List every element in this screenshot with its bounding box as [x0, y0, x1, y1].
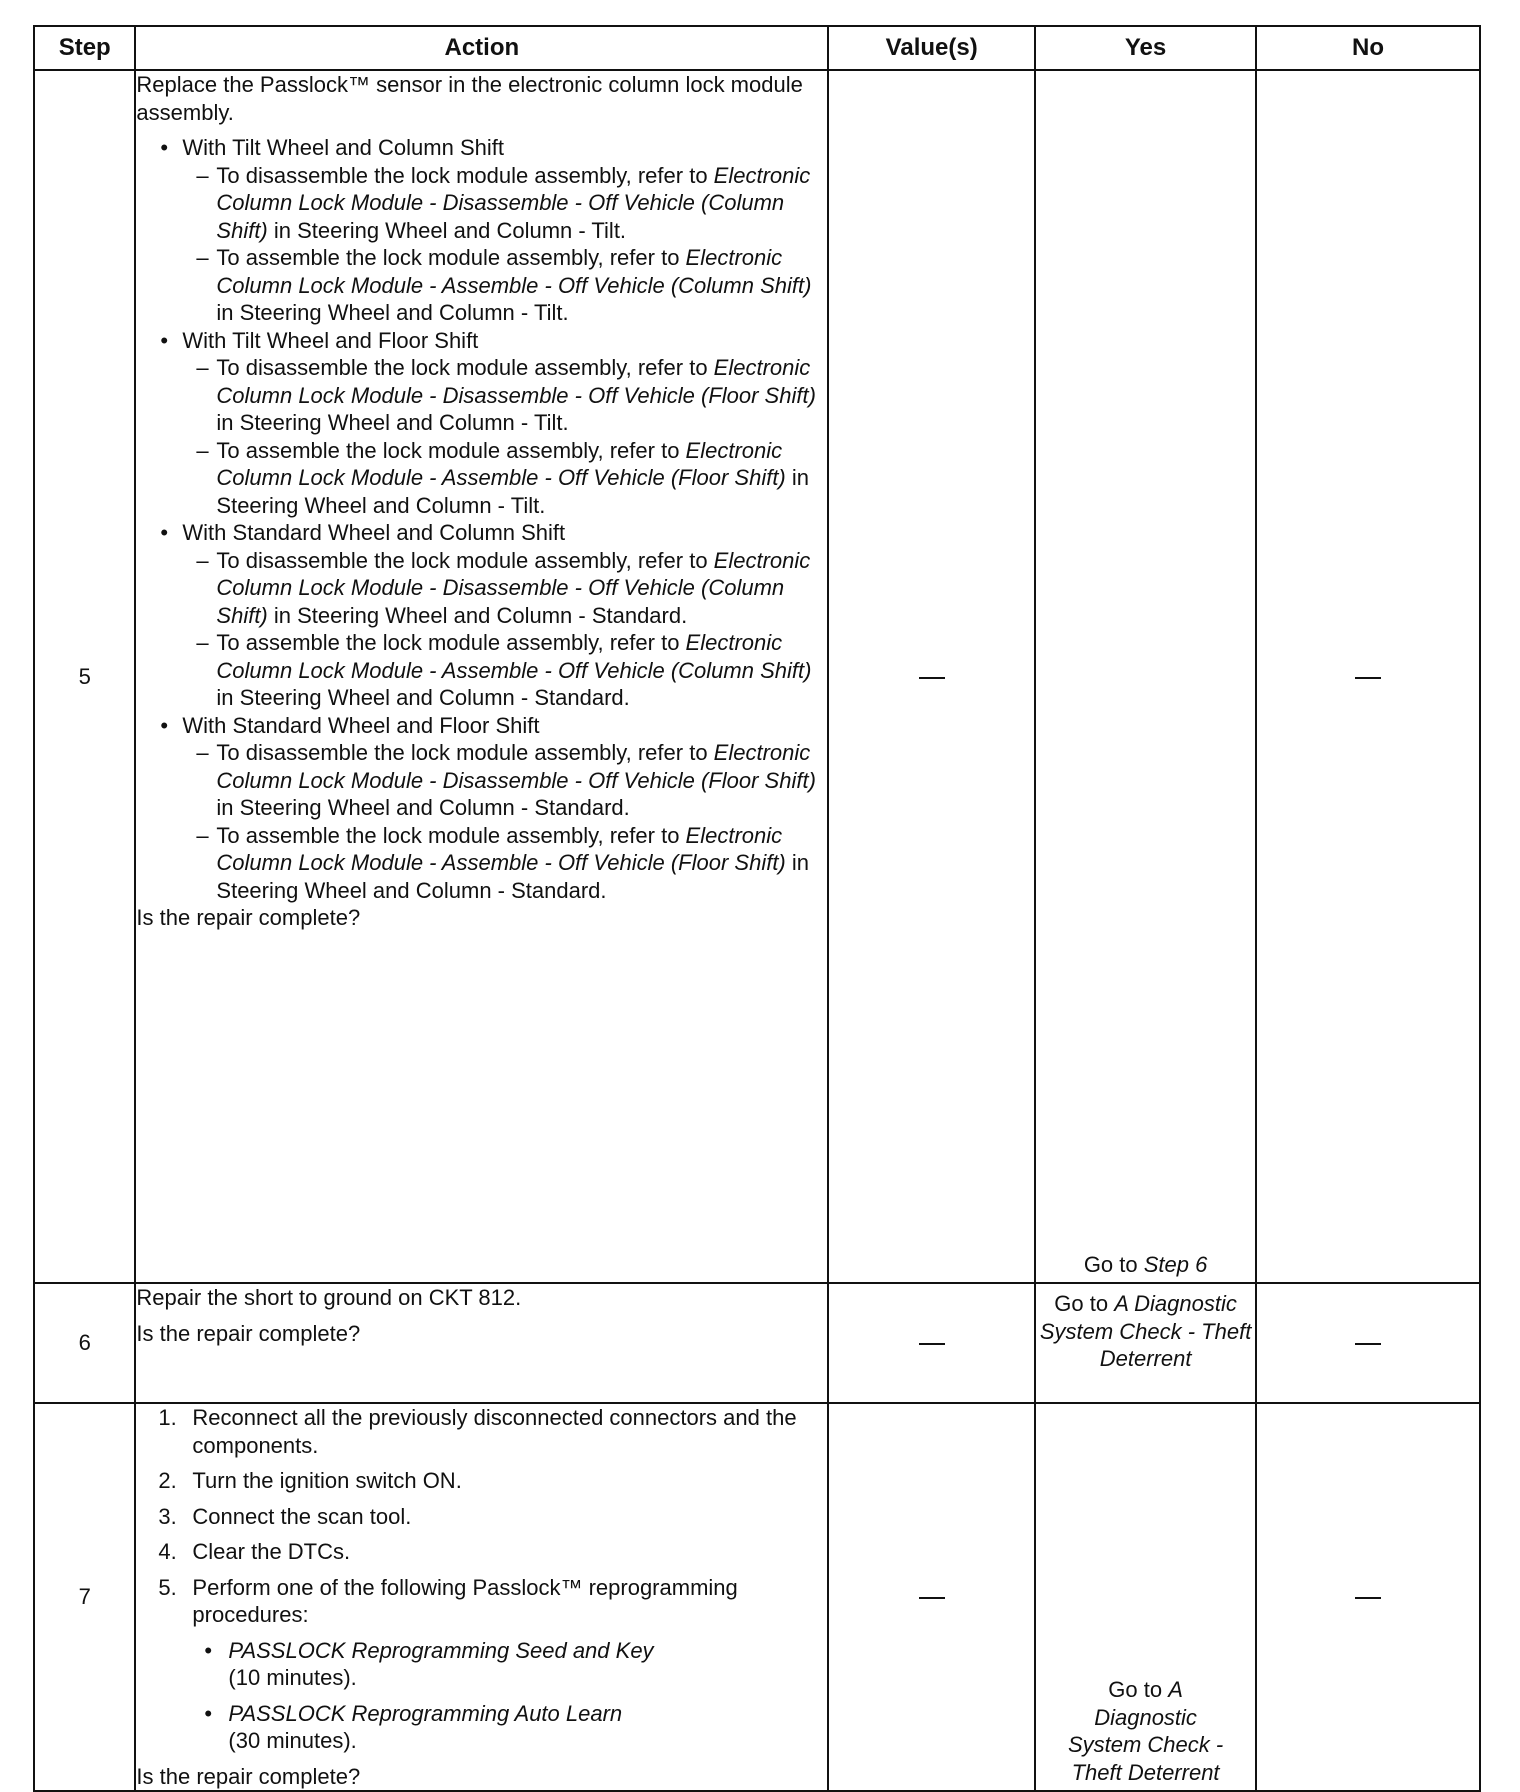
reference-link[interactable]: Electronic Column Lock Module - Assemble - Off Vehicle (Column Shift)	[216, 245, 812, 298]
header-action: Action	[135, 26, 828, 70]
step-question: Is the repair complete?	[136, 1320, 361, 1346]
header-yes: Yes	[1035, 26, 1256, 70]
yes-cell	[1035, 70, 1256, 1283]
diagnostic-check-link[interactable]: A Diagnostic System Check - Theft Deterrent	[1039, 1291, 1252, 1371]
procedure-item: • PASSLOCK Reprogramming Seed and Key (10 minutes).	[136, 1637, 827, 1692]
diagnostic-table	[33, 25, 1481, 1792]
list-item: – To disassemble the lock module assembly, refer to Electronic Column Lock Module - Disassemble - Off Vehicle (Floor Shift) in Steering Wheel and Column - Standard.	[136, 739, 827, 822]
no-cell	[1256, 1283, 1480, 1403]
procedure-link[interactable]: PASSLOCK Reprogramming Auto Learn	[228, 1700, 623, 1726]
reference-link[interactable]: Electronic Column Lock Module - Disassemble - Off Vehicle (Floor Shift)	[216, 355, 816, 408]
dash-mark	[1355, 1597, 1381, 1599]
step-instruction: Repair the short to ground on CKT 812.	[136, 1285, 522, 1310]
list-item: – To assemble the lock module assembly, refer to Electronic Column Lock Module - Assemble - Off Vehicle (Column Shift) in Steering Wheel and Column - Standard.	[136, 629, 827, 712]
table-row-step-7	[34, 1403, 1480, 1791]
group-list	[136, 134, 827, 904]
group-title: • With Tilt Wheel and Column Shift	[136, 134, 827, 162]
list-item: 5. Perform one of the following Passlock™ reprogramming procedures:	[158, 1574, 738, 1627]
no-cell	[1256, 1403, 1480, 1791]
table-row-step-5	[34, 70, 1480, 1283]
list-item: – To disassemble the lock module assembly, refer to Electronic Column Lock Module - Disassemble - Off Vehicle (Column Shift) in Steering Wheel and Column - Standard.	[136, 547, 827, 630]
table-row-step-6	[34, 1283, 1480, 1403]
group	[136, 134, 827, 327]
dash-mark	[919, 1343, 945, 1345]
action-cell	[135, 70, 828, 1283]
group-title: • With Tilt Wheel and Floor Shift	[136, 327, 827, 355]
yes-outcome: Go to Step 6	[1083, 1251, 1208, 1277]
list-item: 3. Connect the scan tool.	[158, 1503, 412, 1529]
list-item: – To assemble the lock module assembly, refer to Electronic Column Lock Module - Assemble - Off Vehicle (Column Shift) in Steering Wheel and Column - Tilt.	[136, 244, 827, 327]
list-item: 2. Turn the ignition switch ON.	[158, 1468, 462, 1493]
reference-link[interactable]: Electronic Column Lock Module - Disassemble - Off Vehicle (Column Shift)	[216, 547, 811, 628]
header-row	[34, 26, 1480, 70]
values-cell	[828, 70, 1035, 1283]
step-link[interactable]: Step 6	[1143, 1251, 1208, 1277]
reference-link[interactable]: Electronic Column Lock Module - Assemble - Off Vehicle (Floor Shift)	[216, 822, 786, 875]
values-cell	[828, 1403, 1035, 1791]
step-intro: Replace the Passlock™ sensor in the electronic column lock module assembly.	[136, 72, 803, 125]
dash-mark	[1355, 1343, 1381, 1345]
dash-mark	[1355, 677, 1381, 679]
yes-cell	[1035, 1283, 1256, 1403]
list-item: – To disassemble the lock module assembly, refer to Electronic Column Lock Module - Disassemble - Off Vehicle (Column Shift) in Steering Wheel and Column - Tilt.	[136, 162, 827, 245]
list-item: 4. Clear the DTCs.	[158, 1539, 351, 1564]
dash-mark	[919, 677, 945, 679]
group-title: • With Standard Wheel and Column Shift	[136, 519, 827, 547]
procedure-link[interactable]: PASSLOCK Reprogramming Seed and Key	[228, 1637, 654, 1663]
header-values: Value(s)	[828, 26, 1035, 70]
yes-outcome: Go to A Diagnostic System Check - Theft Deterrent	[1067, 1677, 1224, 1785]
list-item: – To assemble the lock module assembly, refer to Electronic Column Lock Module - Assemble - Off Vehicle (Floor Shift) in Steering Wheel and Column - Standard.	[136, 822, 827, 905]
dash-mark	[919, 1597, 945, 1599]
yes-cell	[1035, 1403, 1256, 1791]
yes-outcome: Go to A Diagnostic System Check - Theft Deterrent	[1039, 1291, 1252, 1371]
step-question: Is the repair complete?	[136, 1763, 361, 1789]
step-number: 5	[34, 70, 135, 1283]
list-item: – To assemble the lock module assembly, refer to Electronic Column Lock Module - Assemble - Off Vehicle (Floor Shift) in Steering Wheel and Column - Tilt.	[136, 437, 827, 520]
list-item: – To disassemble the lock module assembly, refer to Electronic Column Lock Module - Disassemble - Off Vehicle (Floor Shift) in Steering Wheel and Column - Tilt.	[136, 354, 827, 437]
header-no: No	[1256, 26, 1480, 70]
diagnostic-check-link[interactable]: A Diagnostic System Check - Theft Deterrent	[1067, 1677, 1224, 1785]
step-number: 6	[34, 1283, 135, 1403]
step-number: 7	[34, 1403, 135, 1791]
procedure-item: • PASSLOCK Reprogramming Auto Learn (30 minutes).	[136, 1700, 827, 1755]
values-cell	[828, 1283, 1035, 1403]
action-cell	[135, 1403, 828, 1791]
reference-link[interactable]: Electronic Column Lock Module - Assemble - Off Vehicle (Column Shift)	[216, 630, 812, 683]
reference-link[interactable]: Electronic Column Lock Module - Disassemble - Off Vehicle (Column Shift)	[216, 162, 811, 243]
group	[136, 327, 827, 520]
header-step: Step	[34, 26, 135, 70]
action-cell	[135, 1283, 828, 1403]
group	[136, 519, 827, 712]
group-title: • With Standard Wheel and Floor Shift	[136, 712, 827, 740]
no-cell	[1256, 70, 1480, 1283]
list-item: 1. Reconnect all the previously disconnected connectors and the components.	[158, 1405, 797, 1458]
reference-link[interactable]: Electronic Column Lock Module - Assemble - Off Vehicle (Floor Shift)	[216, 437, 786, 490]
group	[136, 712, 827, 905]
reference-link[interactable]: Electronic Column Lock Module - Disassemble - Off Vehicle (Floor Shift)	[216, 740, 816, 793]
step-question: Is the repair complete?	[136, 905, 361, 930]
